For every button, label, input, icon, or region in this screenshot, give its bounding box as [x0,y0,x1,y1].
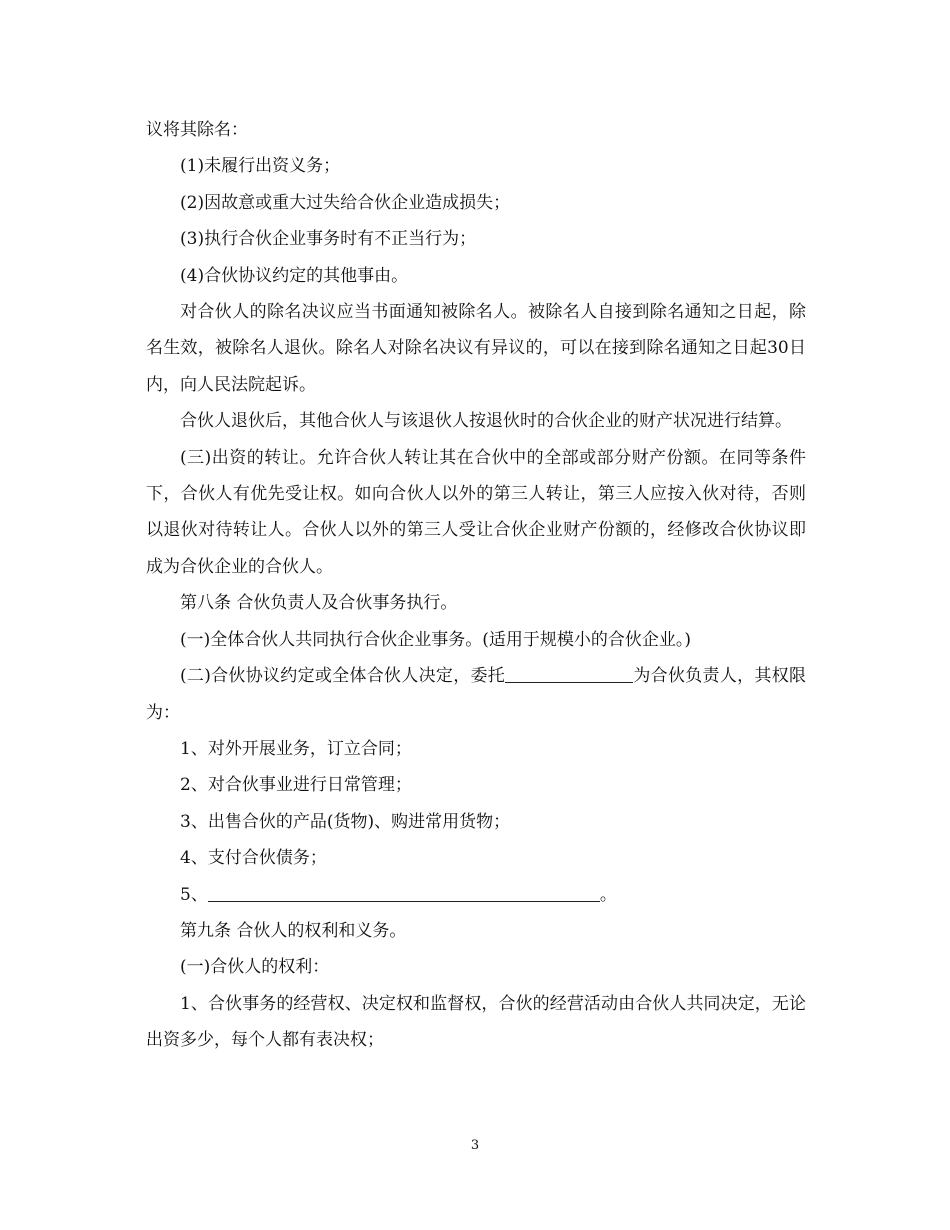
authority-item-5-blank[interactable] [208,881,600,902]
paragraph-withdrawal-settlement: 合伙人退伙后，其他合伙人与该退伙人按退伙时的合伙企业的财产状况进行结算。 [180,411,792,432]
authority-item-2: 2、对合伙事业进行日常管理； [180,775,412,796]
paragraph-item-1: (1)未履行出资义务； [180,156,341,177]
paragraph-expulsion-intro: 议将其除名： [146,120,248,140]
article-9-heading: 第九条 合伙人的权利和义务。 [180,920,407,941]
authority-item-1: 1、对外开展业务，订立合同； [180,738,412,759]
authority-item-5-end: 。 [599,884,617,905]
delegation-text-before: (二)合伙协议约定或全体合伙人决定，委托 [180,666,506,687]
delegate-name-blank[interactable] [505,662,633,683]
paragraph-delegation [146,658,806,731]
paragraph-item-2: (2)因故意或重大过失给合伙企业造成损失； [180,192,511,213]
authority-item-4: 4、支付合伙债务； [180,848,327,869]
paragraph-expulsion-notice: 对合伙人的除名决议应当书面通知被除名人。被除名人自接到除名通知之日起，除名生效，被除名人退伙。除名人对除名决议有异议的，可以在接到除名通知之日起30日内，向人民法院起诉。 [146,302,806,395]
authority-item-5 [146,877,806,913]
authority-item-5-number: 5、 [180,884,208,905]
partner-rights-item-1: 1、合伙事务的经营权、决定权和监督权，合伙的经营活动由合伙人共同决定，无论出资多少，每个人都有表决权； [146,993,806,1051]
partner-rights-heading: (一)合伙人的权利： [180,957,330,978]
page-number: 3 [470,1138,480,1153]
paragraph-joint-execution: (一)全体合伙人共同执行合伙企业事务。(适用于规模小的合伙企业。) [180,629,692,650]
paragraph-capital-transfer: (三)出资的转让。允许合伙人转让其在合伙中的全部或部分财产份额。在同等条件下，合伙人有优先受让权。如向合伙人以外的第三人转让，第三人应按入伙对待，否则以退伙对待转让人。合伙人以外的第三人受让合伙企业财产份额的，经修改合伙协议即成为合伙企业的合伙人。 [146,447,806,577]
paragraph-item-4: (4)合伙协议约定的其他事由。 [180,265,409,286]
document-body [146,112,806,1059]
paragraph-item-3: (3)执行合伙企业事务时有不正当行为； [180,229,477,250]
authority-item-3: 3、出售合伙的产品(货物)、购进常用货物； [180,811,511,832]
article-8-heading: 第八条 合伙负责人及合伙事务执行。 [180,593,458,614]
delegation-text-after: 为合伙负责人，其权限为： [146,666,807,723]
